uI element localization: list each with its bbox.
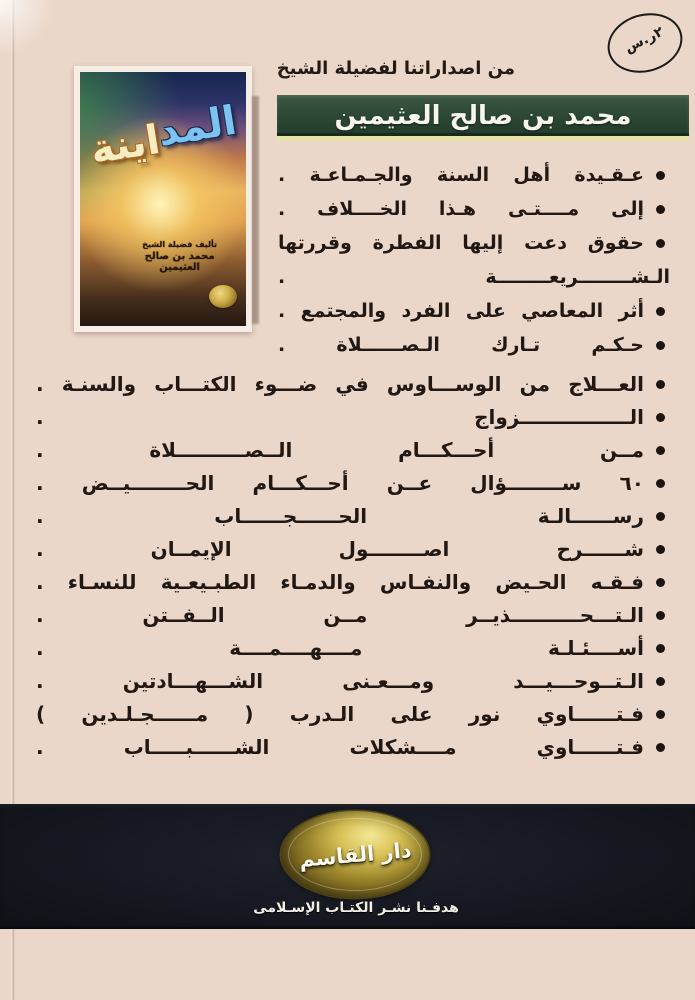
list-item xyxy=(36,731,670,764)
bullet-icon xyxy=(656,578,665,587)
book-title-text: فـقـه الحـيض والنفـاس والدمـاء الطبـيعـية للنسـاء . xyxy=(36,570,644,594)
sheikh-name-text: محمد بن صالح العثيمين xyxy=(334,100,632,131)
cover-publisher-seal-icon xyxy=(209,285,237,308)
cover-title xyxy=(80,97,246,174)
publications-intro-line: من اصداراتنا لفضيلة الشيخ xyxy=(276,58,515,79)
list-item xyxy=(278,328,670,362)
list-item xyxy=(36,434,670,467)
list-item xyxy=(36,599,670,632)
bullet-icon xyxy=(656,677,665,686)
book-title-text: الـشــــــــريعــــــــة . xyxy=(278,266,670,288)
bullet-icon xyxy=(656,545,665,554)
list-item xyxy=(278,192,670,226)
book-title-text: فـتــــــاوي نور على الـدرب ( مــــــجـلـدين ) xyxy=(36,702,644,726)
book-title-text: العـــلاج من الوســـاوس في ضـــوء الكتـــاب والسنـة . xyxy=(36,372,644,396)
cover-caption-line2: محمد بن صالح العثيمين xyxy=(144,251,215,273)
book-title-text: الـتـــحــــــــــذيــر مــن الــفــتن . xyxy=(36,603,644,627)
sheikh-name-bar xyxy=(277,95,689,141)
price-stamp-text: ٢ر.س xyxy=(622,23,667,57)
bullet-icon xyxy=(656,413,665,422)
price-stamp xyxy=(600,5,689,82)
book-title-text: فـتــــــاوي مــــشكلات الشــــــبـــــاب . xyxy=(36,735,644,759)
page-corner-highlight xyxy=(0,0,56,56)
bullet-icon xyxy=(656,239,665,248)
book-title-text: أثر المعاصي على الفرد والمجتمع . xyxy=(278,300,644,322)
cover-caption-line1: تأليف فضيلة الشيخ xyxy=(142,240,217,249)
list-item xyxy=(36,368,670,401)
list-item xyxy=(36,533,670,566)
bullet-icon xyxy=(656,205,665,214)
book-list-right-column xyxy=(278,158,670,362)
book-title-text: شــــــرح اصــــــــول الإيمــان . xyxy=(36,537,644,561)
publisher-logo xyxy=(281,811,429,898)
list-item xyxy=(36,698,670,731)
book-title-text: ٦٠ ســــــــؤال عــن أحـــكـــام الحــــــــيــض . xyxy=(36,471,644,495)
bullet-icon xyxy=(656,512,665,521)
bullet-icon xyxy=(656,644,665,653)
book-title-text: رســــــالـة الحــــــجــــــاب . xyxy=(36,504,644,528)
bullet-icon xyxy=(656,446,665,455)
list-item xyxy=(36,665,670,698)
book-title-text: مــن أحـــكـــام الــصــــــــــلاة . xyxy=(36,438,644,462)
book-cover-art xyxy=(80,72,246,326)
publisher-band xyxy=(0,804,695,929)
book-title-text: حـكـم تـارك الـصــــــلاة . xyxy=(278,334,644,356)
bullet-icon xyxy=(656,479,665,488)
book-cover-thumbnail xyxy=(74,66,252,332)
book-title-text: أســــئـلـة مــــهــــمــــة . xyxy=(36,636,644,660)
publisher-logo-text: دار القاسم xyxy=(297,837,413,872)
bullet-icon xyxy=(656,307,665,316)
cover-edge-shadow xyxy=(252,96,259,324)
cover-title-right-part: المد xyxy=(154,97,240,156)
bullet-icon xyxy=(656,710,665,719)
list-item xyxy=(36,500,670,533)
list-item xyxy=(36,632,670,665)
list-item xyxy=(36,566,670,599)
bullet-icon xyxy=(656,380,665,389)
book-title-text: الــــــــــــــــزواج . xyxy=(36,405,644,429)
cover-author-caption xyxy=(126,240,232,273)
book-title-text: حقوق دعت إليها الفطرة وقررتها xyxy=(278,232,644,254)
list-item-continuation xyxy=(278,260,670,294)
publisher-slogan: هدفـنا نشـر الكتـاب الإسـلامى xyxy=(253,900,459,916)
list-item xyxy=(36,467,670,500)
bullet-icon xyxy=(656,611,665,620)
cover-title-left-part: اينة xyxy=(87,116,164,174)
list-item xyxy=(36,401,670,434)
list-item xyxy=(278,158,670,192)
book-title-text: عـقـيدة أهل السنة والجـمـاعـة . xyxy=(278,164,644,186)
book-title-text: إلى مــــتـى هـذا الخــــلاف . xyxy=(278,198,644,220)
list-item xyxy=(278,294,670,328)
book-title-text: الـتــوحـــيـــد ومـــعـنى الشـــهـــادتين . xyxy=(36,669,644,693)
bullet-icon xyxy=(656,743,665,752)
bullet-icon xyxy=(656,341,665,350)
list-item xyxy=(278,226,670,260)
book-list-full-width xyxy=(36,368,670,764)
bullet-icon xyxy=(656,171,665,180)
